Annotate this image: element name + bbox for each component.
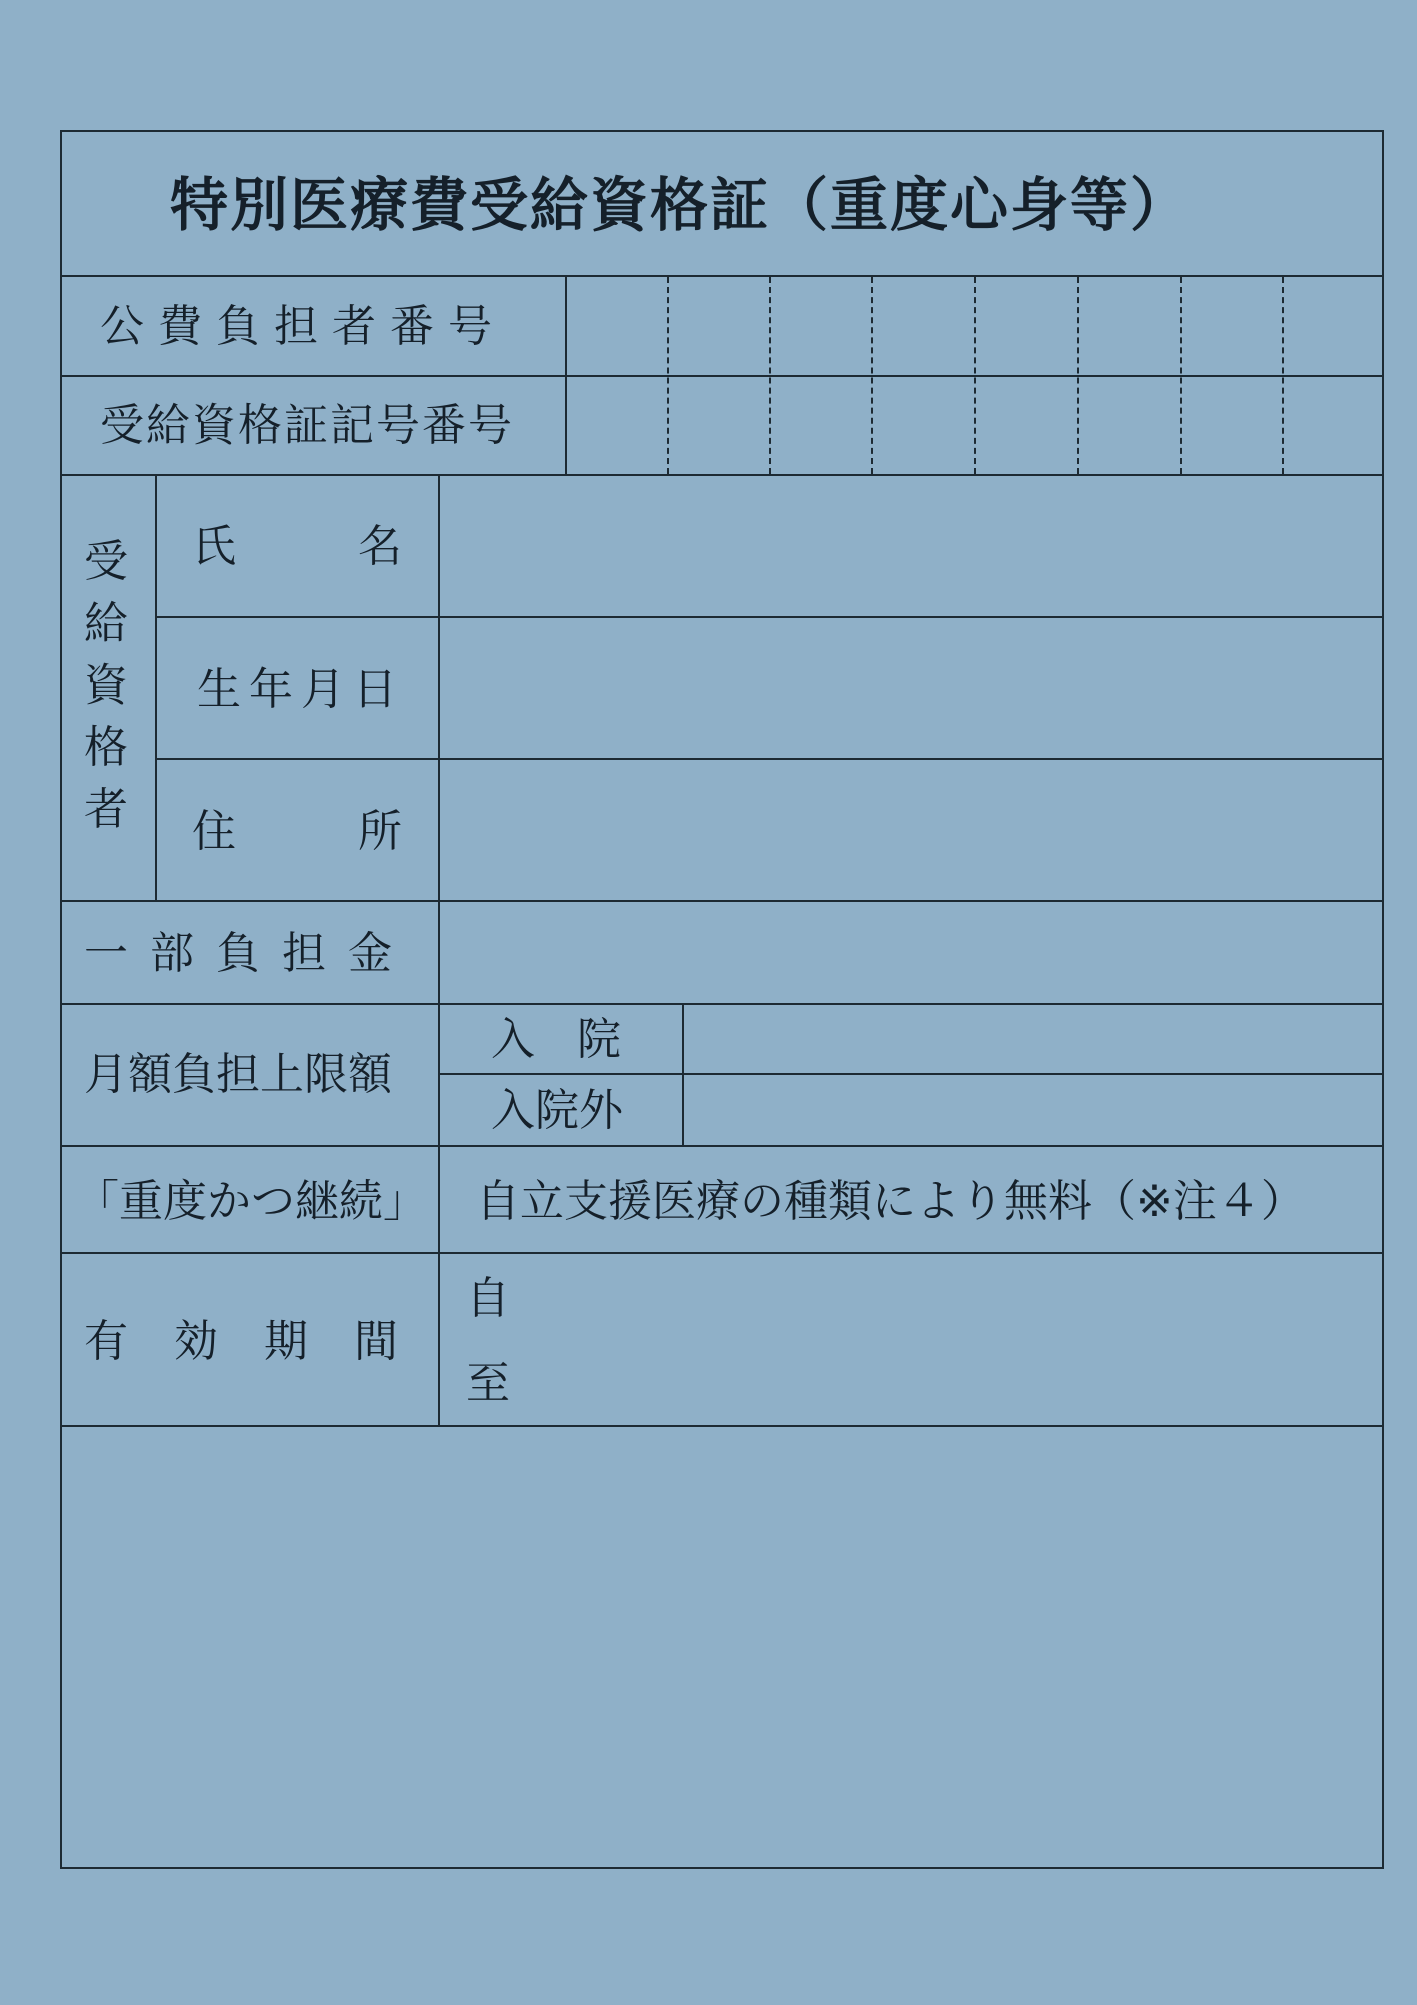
inpatient-label: 入院 bbox=[491, 1014, 663, 1065]
birthdate-label: 生年月日 bbox=[197, 664, 405, 715]
rule-recipient-bottom bbox=[60, 900, 1384, 902]
rule-cap-divider bbox=[682, 1003, 684, 1146]
validity-from-label: 自 bbox=[466, 1273, 510, 1324]
copayment-label: 一部負担金 bbox=[84, 928, 414, 979]
validity-period-label: 有効期間 bbox=[84, 1316, 444, 1367]
recipient-label bbox=[84, 536, 128, 850]
rule-number-divider bbox=[565, 275, 567, 475]
rule-birth-bottom bbox=[155, 758, 1384, 760]
rule-label-divider bbox=[438, 474, 440, 1426]
outpatient-label: 入院外 bbox=[491, 1085, 623, 1136]
recipient-label-char: 格 bbox=[84, 722, 128, 773]
monthly-cap-label: 月額負担上限額 bbox=[84, 1049, 392, 1100]
rule-severe-bottom bbox=[60, 1252, 1384, 1254]
digit-separator bbox=[667, 277, 669, 474]
digit-separator bbox=[1077, 277, 1079, 474]
severe-continuous-value: 自立支援医療の種類により無料（※注４） bbox=[476, 1176, 1305, 1227]
rule-cert-bottom bbox=[60, 474, 1384, 476]
address-label-char: 所 bbox=[358, 806, 402, 857]
severe-continuous-label: 「重度かつ継続」 bbox=[75, 1176, 427, 1227]
digit-separator bbox=[974, 277, 976, 474]
digit-separator bbox=[769, 277, 771, 474]
rule-recipient-divider bbox=[155, 474, 157, 901]
digit-separator bbox=[871, 277, 873, 474]
certificate-frame bbox=[60, 130, 1384, 1869]
certificate-number-label: 受給資格証記号番号 bbox=[100, 400, 514, 451]
digit-separator bbox=[1180, 277, 1182, 474]
recipient-label-char: 者 bbox=[84, 784, 128, 835]
name-label-char: 名 bbox=[358, 521, 402, 572]
rule-payer-bottom bbox=[60, 375, 1384, 377]
recipient-label-char: 給 bbox=[84, 598, 128, 649]
name-label bbox=[192, 521, 402, 572]
digit-separator bbox=[1282, 277, 1284, 474]
certificate-title: 特別医療費受給資格証（重度心身等） bbox=[170, 171, 1191, 239]
rule-validity-bottom bbox=[60, 1425, 1384, 1427]
rule-inpatient-bottom bbox=[438, 1073, 1384, 1075]
recipient-label-char: 受 bbox=[84, 536, 128, 587]
rule-title-bottom bbox=[60, 275, 1384, 277]
recipient-label-char: 資 bbox=[84, 660, 128, 711]
rule-name-bottom bbox=[155, 616, 1384, 618]
name-label-char: 氏 bbox=[192, 521, 236, 572]
address-label-char: 住 bbox=[192, 806, 236, 857]
address-label bbox=[192, 806, 402, 857]
public-payer-number-label: 公費負担者番号 bbox=[100, 301, 506, 352]
rule-copay-bottom bbox=[60, 1003, 1384, 1005]
rule-cap-bottom bbox=[60, 1145, 1384, 1147]
validity-to-label: 至 bbox=[466, 1358, 510, 1409]
